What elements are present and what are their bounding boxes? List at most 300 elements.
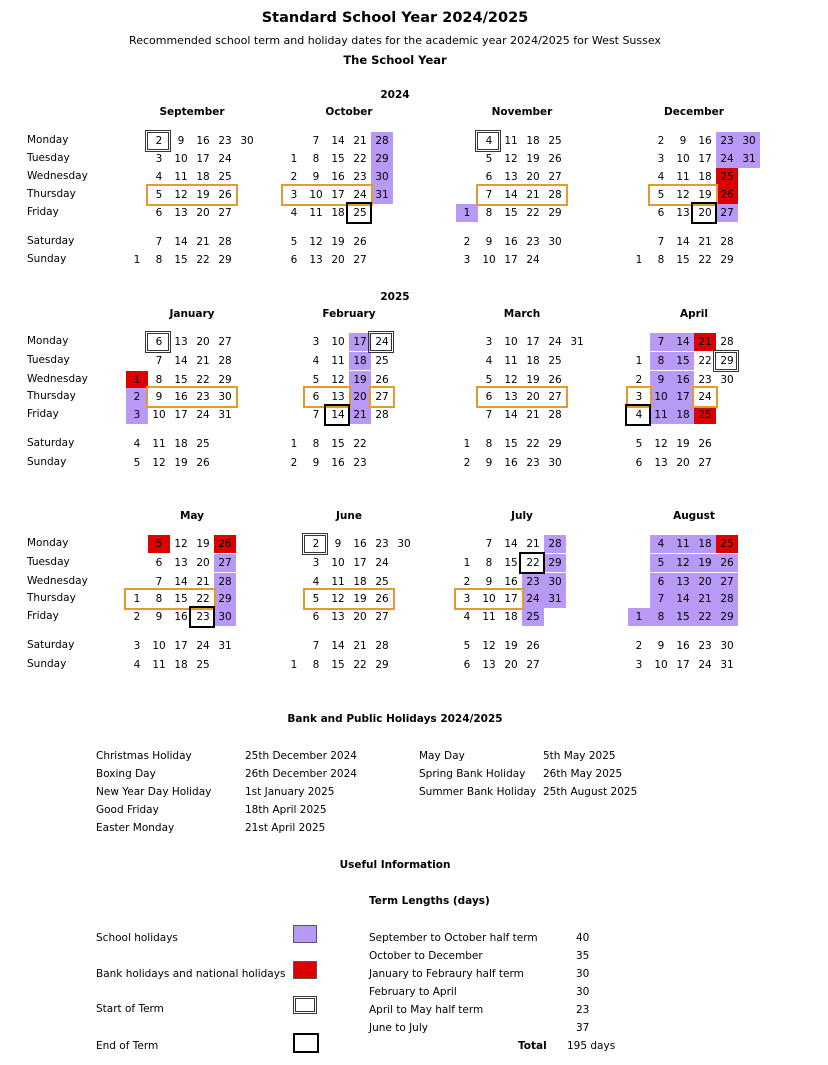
- calendar-day: 4: [657, 171, 665, 183]
- calendar-day: 25: [548, 135, 562, 147]
- calendar-day: 17: [504, 593, 518, 605]
- calendar-day: 21: [353, 135, 367, 147]
- month-title: January: [169, 308, 215, 320]
- first-week-outline: [369, 386, 395, 408]
- calendar-day: 6: [312, 391, 320, 403]
- calendar-day: 4: [650, 535, 672, 553]
- calendar-day: 10: [482, 254, 496, 266]
- calendar-day: 20: [526, 171, 540, 183]
- calendar-day: 8: [312, 153, 320, 165]
- calendar-day: 23: [353, 457, 367, 469]
- calendar-day: 14: [174, 576, 188, 588]
- start-of-term-marker: [475, 130, 501, 152]
- calendar-day: 7: [657, 236, 665, 248]
- day-name-label: Tuesday: [27, 354, 70, 366]
- calendar-day: 13: [504, 391, 518, 403]
- first-week-outline: [692, 386, 718, 408]
- calendar-day: 7: [485, 538, 493, 550]
- calendar-day: 14: [672, 590, 694, 608]
- calendar-day: 12: [331, 593, 345, 605]
- calendar-day: 2: [635, 640, 643, 652]
- calendar-day: 5: [463, 640, 471, 652]
- calendar-day: 6: [635, 457, 643, 469]
- calendar-day: 7: [155, 236, 163, 248]
- calendar-day: 31: [218, 409, 232, 421]
- holiday-date: 1st January 2025: [245, 786, 335, 798]
- calendar-day: 15: [504, 557, 518, 569]
- calendar-day: 3: [312, 557, 320, 569]
- day-name-label: Sunday: [27, 456, 67, 468]
- calendar-day: 2: [657, 135, 665, 147]
- calendar-day: 29: [720, 355, 734, 367]
- calendar-day: 10: [654, 659, 668, 671]
- day-name-label: Wednesday: [27, 373, 88, 385]
- calendar-day: 23: [375, 538, 389, 550]
- calendar-day: 5: [155, 189, 163, 201]
- calendar-day: 28: [548, 409, 562, 421]
- calendar-day: 13: [672, 573, 694, 591]
- calendar-day: 23: [716, 132, 738, 150]
- calendar-day: 13: [174, 557, 188, 569]
- start-of-term-marker: [145, 130, 171, 152]
- calendar-day: 22: [526, 557, 540, 569]
- calendar-day: 6: [485, 171, 493, 183]
- month-title: May: [179, 510, 205, 522]
- calendar-day: 3: [126, 406, 148, 424]
- month-title: July: [511, 510, 533, 522]
- start-of-term-marker: [145, 331, 171, 353]
- calendar-day: 11: [676, 171, 690, 183]
- calendar-day: 18: [174, 659, 188, 671]
- calendar-day: 29: [716, 608, 738, 626]
- calendar-day: 9: [312, 171, 320, 183]
- calendar-day: 23: [522, 573, 544, 591]
- calendar-day: 20: [353, 611, 367, 623]
- calendar-day: 27: [375, 391, 389, 403]
- calendar-day: 30: [720, 640, 734, 652]
- calendar-day: 7: [312, 409, 320, 421]
- calendar-day: 16: [331, 457, 345, 469]
- end-of-term-marker: [324, 404, 350, 426]
- calendar-day: 15: [672, 608, 694, 626]
- calendar-day: 29: [548, 438, 562, 450]
- calendar-day: 12: [174, 189, 188, 201]
- day-name-label: Wednesday: [27, 170, 88, 182]
- calendar-day: 27: [375, 611, 389, 623]
- calendar-day: 28: [214, 573, 236, 591]
- calendar-day: 20: [694, 573, 716, 591]
- calendar-day: 24: [526, 254, 540, 266]
- calendar-day: 21: [196, 236, 210, 248]
- calendar-day: 23: [196, 611, 210, 623]
- calendar-day: 10: [650, 388, 672, 406]
- calendar-day: 7: [650, 333, 672, 351]
- calendar-day: 22: [526, 207, 540, 219]
- calendar-day: 15: [676, 254, 690, 266]
- calendar-day: 24: [698, 659, 712, 671]
- calendar-day: 7: [155, 355, 163, 367]
- term-days: 37: [576, 1022, 590, 1034]
- day-name-label: Sunday: [27, 253, 67, 265]
- total-value: 195 days: [567, 1040, 616, 1052]
- day-name-label: Friday: [27, 408, 59, 420]
- calendar-day: 20: [698, 207, 712, 219]
- calendar-day: 24: [218, 153, 232, 165]
- term-days: 30: [576, 986, 590, 998]
- calendar-day: 1: [133, 593, 141, 605]
- calendar-day: 15: [331, 153, 345, 165]
- calendar-day: 12: [654, 438, 668, 450]
- year-label: 2025: [380, 291, 410, 303]
- calendar-day: 2: [635, 374, 643, 386]
- calendar-day: 1: [290, 659, 298, 671]
- day-name-label: Friday: [27, 610, 59, 622]
- calendar-day: 30: [544, 573, 566, 591]
- calendar-day: 2: [290, 457, 298, 469]
- end-of-term-marker: [519, 552, 545, 574]
- calendar-day: 15: [331, 659, 345, 671]
- calendar-day: 8: [485, 557, 493, 569]
- calendar-day: 28: [218, 236, 232, 248]
- calendar-day: 26: [716, 186, 738, 204]
- calendar-day: 5: [148, 535, 170, 553]
- calendar-day: 19: [526, 153, 540, 165]
- calendar-day: 19: [526, 374, 540, 386]
- calendar-day: 9: [155, 391, 163, 403]
- calendar-day: 6: [650, 573, 672, 591]
- calendar-day: 9: [177, 135, 185, 147]
- calendar-day: 12: [672, 554, 694, 572]
- calendar-day: 31: [371, 186, 393, 204]
- holiday-name: Good Friday: [96, 804, 159, 816]
- holiday-name: Summer Bank Holiday: [419, 786, 537, 798]
- calendar-day: 17: [672, 388, 694, 406]
- calendar-day: 9: [312, 457, 320, 469]
- calendar-day: 5: [312, 374, 320, 386]
- calendar-day: 3: [155, 153, 163, 165]
- calendar-day: 24: [375, 557, 389, 569]
- calendar-day: 16: [174, 391, 188, 403]
- calendar-day: 31: [218, 640, 232, 652]
- day-name-label: Thursday: [27, 188, 76, 200]
- calendar-day: 27: [218, 336, 232, 348]
- calendar-day: 11: [309, 207, 323, 219]
- calendar-day: 14: [174, 236, 188, 248]
- calendar-day: 16: [672, 371, 694, 389]
- calendar-day: 19: [196, 538, 210, 550]
- first-week-outline: [146, 184, 238, 206]
- calendar-day: 20: [504, 659, 518, 671]
- calendar-day: 22: [196, 254, 210, 266]
- calendar-day: 29: [375, 659, 389, 671]
- calendar-day: 27: [548, 171, 562, 183]
- calendar-day: 7: [312, 640, 320, 652]
- calendar-day: 21: [526, 189, 540, 201]
- calendar-day: 18: [694, 535, 716, 553]
- calendar-day: 23: [698, 374, 712, 386]
- legend-swatch: [293, 1033, 319, 1053]
- calendar-day: 22: [694, 608, 716, 626]
- calendar-day: 5: [312, 593, 320, 605]
- calendar-day: 26: [353, 236, 367, 248]
- day-name-label: Tuesday: [27, 152, 70, 164]
- calendar-day: 21: [349, 406, 371, 424]
- calendar-day: 16: [353, 538, 367, 550]
- calendar-day: 13: [309, 254, 323, 266]
- calendar-day: 8: [657, 254, 665, 266]
- calendar-day: 8: [155, 374, 163, 386]
- calendar-day: 21: [526, 538, 540, 550]
- calendar-day: 28: [375, 409, 389, 421]
- start-of-term-marker: [302, 533, 328, 555]
- calendar-day: 25: [353, 207, 367, 219]
- holiday-name: Boxing Day: [96, 768, 156, 780]
- calendar-day: 5: [635, 438, 643, 450]
- calendar-day: 12: [504, 153, 518, 165]
- calendar-day: 19: [331, 236, 345, 248]
- calendar-day: 3: [635, 659, 643, 671]
- bank-holidays-title: Bank and Public Holidays 2024/2025: [287, 713, 503, 725]
- calendar-day: 25: [716, 168, 738, 186]
- calendar-day: 28: [371, 132, 393, 150]
- calendar-day: 19: [676, 438, 690, 450]
- calendar-day: 10: [331, 336, 345, 348]
- calendar-day: 18: [504, 611, 518, 623]
- calendar-day: 8: [155, 593, 163, 605]
- calendar-day: 14: [504, 189, 518, 201]
- calendar-day: 18: [353, 576, 367, 588]
- calendar-day: 8: [485, 438, 493, 450]
- calendar-day: 23: [196, 391, 210, 403]
- calendar-day: 24: [522, 590, 544, 608]
- calendar-day: 10: [504, 336, 518, 348]
- holiday-date: 26th May 2025: [543, 768, 623, 780]
- calendar-day: 14: [672, 333, 694, 351]
- term-name: April to May half term: [369, 1004, 484, 1016]
- calendar-day: 28: [544, 535, 566, 553]
- calendar-day: 29: [720, 254, 734, 266]
- calendar-day: 4: [312, 355, 320, 367]
- calendar-day: 18: [349, 352, 371, 370]
- calendar-day: 16: [331, 171, 345, 183]
- calendar-day: 30: [720, 374, 734, 386]
- calendar-day: 11: [482, 611, 496, 623]
- calendar-day: 6: [657, 207, 665, 219]
- calendar-day: 22: [698, 254, 712, 266]
- calendar-day: 22: [698, 355, 712, 367]
- calendar-day: 11: [331, 576, 345, 588]
- calendar-day: 12: [331, 374, 345, 386]
- calendar-day: 10: [482, 593, 496, 605]
- calendar-day: 1: [463, 438, 471, 450]
- calendar-day: 13: [482, 659, 496, 671]
- calendar-day: 8: [155, 254, 163, 266]
- calendar-day: 8: [312, 438, 320, 450]
- end-of-term-marker: [189, 606, 215, 628]
- calendar-day: 21: [353, 640, 367, 652]
- calendar-day: 2: [133, 611, 141, 623]
- holiday-date: 26th December 2024: [245, 768, 357, 780]
- calendar-day: 4: [155, 171, 163, 183]
- month-title: August: [673, 510, 715, 522]
- calendar-day: 3: [657, 153, 665, 165]
- calendar-day: 25: [218, 171, 232, 183]
- calendar-day: 22: [353, 153, 367, 165]
- calendar-day: 4: [290, 207, 298, 219]
- calendar-day: 27: [716, 204, 738, 222]
- calendar-day: 26: [698, 438, 712, 450]
- calendar-day: 24: [698, 391, 712, 403]
- calendar-day: 23: [698, 640, 712, 652]
- calendar-day: 1: [290, 153, 298, 165]
- calendar-day: 27: [218, 207, 232, 219]
- calendar-day: 16: [504, 236, 518, 248]
- calendar-day: 20: [676, 457, 690, 469]
- calendar-day: 17: [504, 254, 518, 266]
- calendar-day: 26: [548, 153, 562, 165]
- calendar-day: 23: [218, 135, 232, 147]
- calendar-day: 4: [635, 409, 643, 421]
- calendar-day: 7: [155, 576, 163, 588]
- calendar-day: 6: [155, 557, 163, 569]
- calendar-day: 27: [716, 573, 738, 591]
- calendar-day: 1: [456, 204, 478, 222]
- calendar-day: 11: [331, 355, 345, 367]
- term-name: June to July: [369, 1022, 428, 1034]
- calendar-day: 12: [482, 640, 496, 652]
- holiday-date: 21st April 2025: [245, 822, 326, 834]
- calendar-day: 6: [155, 207, 163, 219]
- calendar-day: 10: [676, 153, 690, 165]
- calendar-day: 16: [504, 457, 518, 469]
- start-of-term-marker: [368, 331, 394, 353]
- calendar-day: 12: [174, 538, 188, 550]
- calendar-day: 11: [650, 406, 672, 424]
- first-week-outline: [454, 588, 524, 610]
- term-name: September to October half term: [369, 932, 538, 944]
- calendar-day: 19: [504, 640, 518, 652]
- calendar-day: 25: [375, 576, 389, 588]
- calendar-day: 7: [650, 590, 672, 608]
- calendar-day: 15: [174, 374, 188, 386]
- calendar-day: 3: [485, 336, 493, 348]
- calendar-day: 22: [526, 438, 540, 450]
- calendar-day: 26: [214, 535, 236, 553]
- calendar-day: 15: [504, 207, 518, 219]
- day-name-label: Thursday: [27, 592, 76, 604]
- calendar-day: 15: [174, 254, 188, 266]
- calendar-day: 27: [698, 457, 712, 469]
- calendar-day: 27: [353, 254, 367, 266]
- calendar-day: 14: [174, 355, 188, 367]
- calendar-day: 2: [463, 236, 471, 248]
- calendar-day: 25: [375, 355, 389, 367]
- calendar-day: 4: [485, 355, 493, 367]
- legend-label: Bank holidays and national holidays: [96, 968, 286, 980]
- calendar-day: 17: [353, 557, 367, 569]
- calendar-day: 26: [548, 374, 562, 386]
- calendar-day: 15: [331, 438, 345, 450]
- calendar-day: 27: [548, 391, 562, 403]
- calendar-day: 14: [331, 409, 345, 421]
- calendar-day: 6: [155, 336, 163, 348]
- day-name-label: Saturday: [27, 437, 75, 449]
- term-days: 40: [576, 932, 590, 944]
- calendar-day: 12: [504, 374, 518, 386]
- month-title: June: [336, 510, 362, 522]
- calendar-day: 25: [716, 535, 738, 553]
- calendar-day: 26: [716, 554, 738, 572]
- holiday-name: New Year Day Holiday: [96, 786, 212, 798]
- calendar-day: 5: [657, 189, 665, 201]
- calendar-day: 3: [635, 391, 643, 403]
- total-label: Total: [518, 1040, 547, 1052]
- legend-label: Start of Term: [96, 1003, 164, 1015]
- calendar-day: 17: [526, 336, 540, 348]
- calendar-day: 2: [312, 538, 320, 550]
- calendar-day: 26: [375, 374, 389, 386]
- calendar-day: 23: [353, 171, 367, 183]
- calendar-day: 5: [290, 236, 298, 248]
- calendar-day: 2: [290, 171, 298, 183]
- term-lengths-title: Term Lengths (days): [369, 895, 490, 907]
- day-name-label: Thursday: [27, 390, 76, 402]
- calendar-day: 18: [526, 355, 540, 367]
- calendar-day: 12: [676, 189, 690, 201]
- calendar-day: 5: [485, 374, 493, 386]
- calendar-day: 15: [672, 352, 694, 370]
- calendar-day: 27: [526, 659, 540, 671]
- end-of-term-marker: [691, 202, 717, 224]
- calendar-day: 22: [196, 593, 210, 605]
- calendar-day: 19: [349, 371, 371, 389]
- holiday-name: Christmas Holiday: [96, 750, 192, 762]
- calendar-day: 19: [698, 189, 712, 201]
- calendar-day: 24: [353, 189, 367, 201]
- calendar-day: 15: [504, 438, 518, 450]
- calendar-day: 10: [174, 153, 188, 165]
- calendar-day: 4: [463, 611, 471, 623]
- calendar-day: 18: [672, 406, 694, 424]
- calendar-day: 21: [694, 333, 716, 351]
- calendar-day: 31: [544, 590, 566, 608]
- section-title: The School Year: [343, 53, 447, 67]
- calendar-day: 7: [485, 409, 493, 421]
- calendar-day: 1: [133, 254, 141, 266]
- day-name-label: Sunday: [27, 658, 67, 670]
- calendar-day: 26: [526, 640, 540, 652]
- calendar-day: 1: [635, 355, 643, 367]
- calendar-day: 6: [463, 659, 471, 671]
- calendar-day: 13: [676, 207, 690, 219]
- calendar-day: 18: [526, 135, 540, 147]
- calendar-day: 28: [548, 189, 562, 201]
- calendar-day: 24: [196, 409, 210, 421]
- holiday-date: 25th August 2025: [543, 786, 638, 798]
- calendar-day: 30: [397, 538, 411, 550]
- calendar-day: 2: [463, 457, 471, 469]
- calendar-day: 20: [196, 207, 210, 219]
- calendar-day: 22: [353, 438, 367, 450]
- calendar-day: 3: [133, 640, 141, 652]
- holiday-name: Easter Monday: [96, 822, 175, 834]
- day-name-label: Friday: [27, 206, 59, 218]
- calendar-day: 28: [218, 355, 232, 367]
- calendar-day: 9: [485, 576, 493, 588]
- holiday-name: May Day: [419, 750, 465, 762]
- calendar-day: 20: [349, 388, 371, 406]
- calendar-day: 10: [309, 189, 323, 201]
